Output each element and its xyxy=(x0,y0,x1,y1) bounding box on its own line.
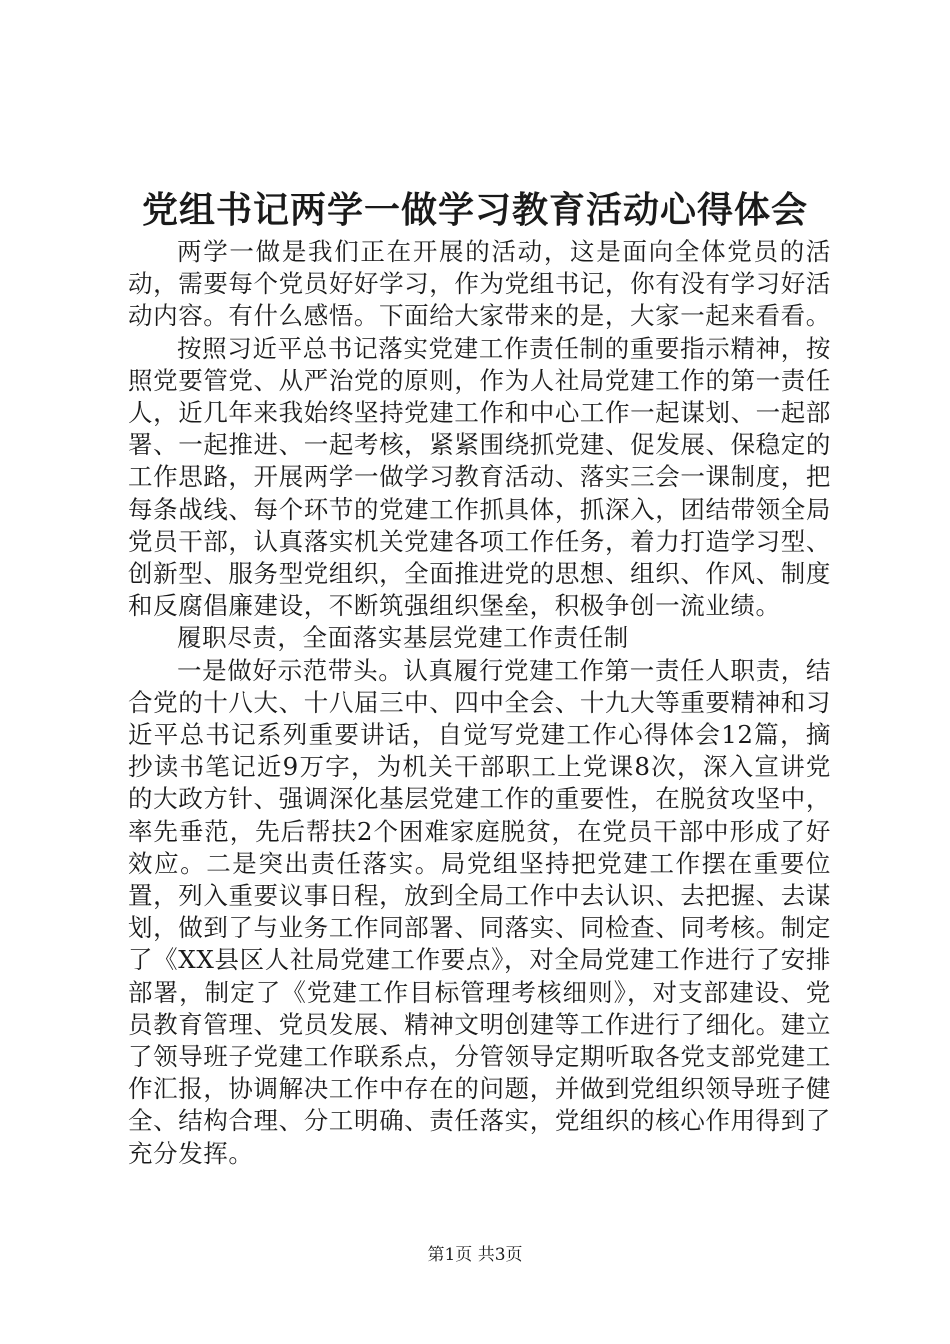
section-heading: 履职尽责，全面落实基层党建工作责任制 xyxy=(177,623,629,653)
document-body xyxy=(128,236,831,1170)
page-number-footer: 第1页 共3页 xyxy=(427,1245,523,1265)
document-title: 党组书记两学一做学习教育活动心得体会 xyxy=(141,189,808,231)
paragraph-intro: 两学一做是我们正在开展的活动，这是面向全体党员的活动，需要每个党员好好学习，作为党组书记，你有没有学习好活动内容。有什么感悟。下面给大家带来的是，大家一起来看看。 xyxy=(128,237,831,331)
paragraph-details: 一是做好示范带头。认真履行党建工作第一责任人职责，结合党的十八大、十八届三中、四中全会、十九大等重要精神和习近平总书记系列重要讲话，自觉写党建工作心得体会12篇，摘抄读书笔记近9万字，为机关干部职工上党课8次，深入宣讲党的大政方针、强调深化基层党建工作的重要性，在脱贫攻坚中，率先垂范，先后帮扶2个困难家庭脱贫，在党员干部中形成了好效应。二是突出责任落实。局党组坚持把党建工作摆在重要位置，列入重要议事日程，放到全局工作中去认识、去把握、去谋划，做到了与业务工作同部署、同落实、同检查、同考核。制定了《XX县区人社局党建工作要点》，对全局党建工作进行了安排部署，制定了《党建工作目标管理考核细则》，对支部建设、党员教育管理、党员发展、精神文明创建等工作进行了细化。建立了领导班子党建工作联系点，分管领导定期听取各党支部党建工作汇报，协调解决工作中存在的问题，并做到党组织领导班子健全、结构合理、分工明确、责任落实，党组织的核心作用得到了充分发挥。 xyxy=(128,655,831,1168)
paragraph-responsibility: 按照习近平总书记落实党建工作责任制的重要指示精神，按照党要管党、从严治党的原则，作为人社局党建工作的第一责任人，近几年来我始终坚持党建工作和中心工作一起谋划、一起部署、一起推进、一起考核，紧紧围绕抓党建、促发展、保稳定的工作思路，开展两学一做学习教育活动、落实三会一课制度，把每条战线、每个环节的党建工作抓具体，抓深入，团结带领全局党员干部，认真落实机关党建各项工作任务，着力打造学习型、创新型、服务型党组织，全面推进党的思想、组织、作风、制度和反腐倡廉建设，不断筑强组织堡垒，积极争创一流业绩。 xyxy=(128,333,831,621)
